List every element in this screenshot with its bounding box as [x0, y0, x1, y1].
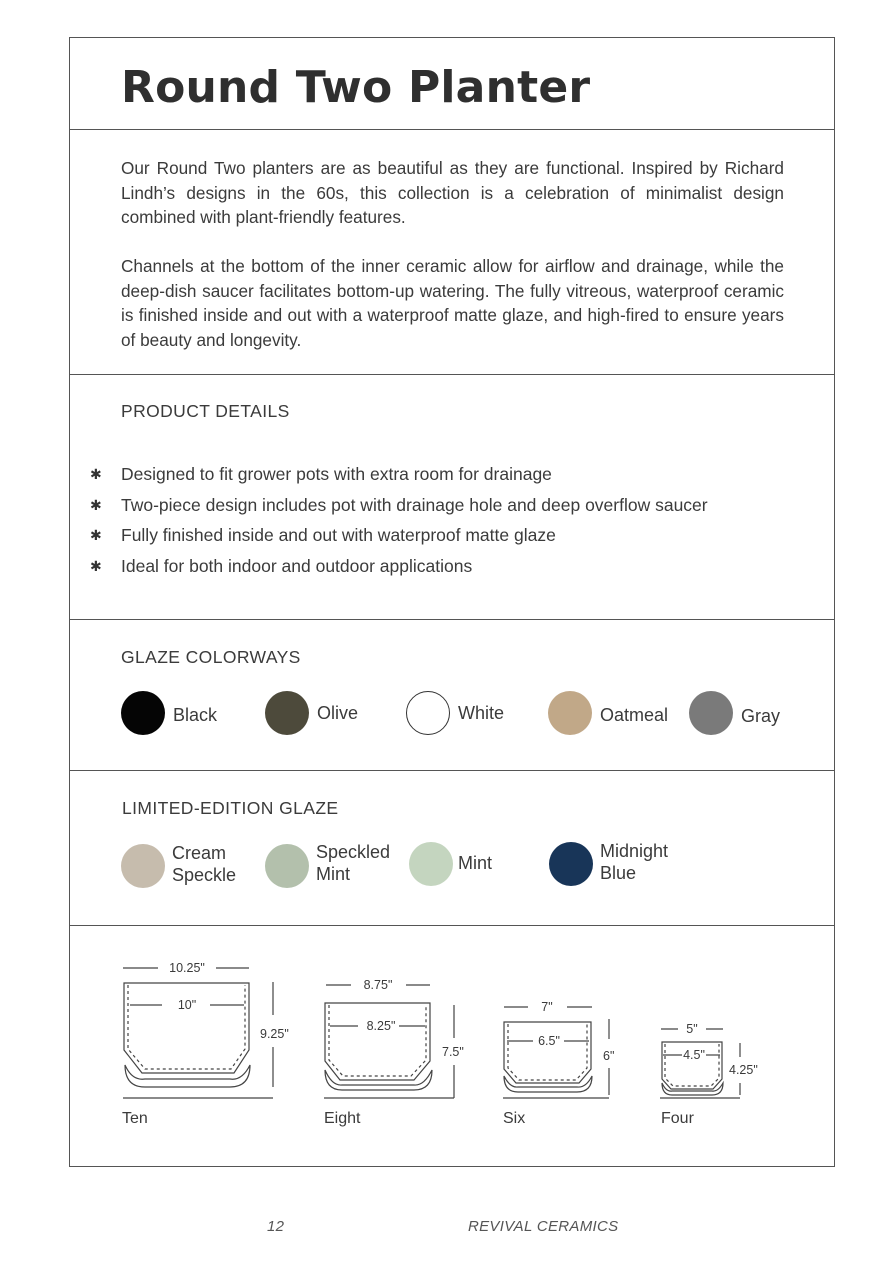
size-diagrams	[70, 925, 834, 1125]
divider	[70, 129, 834, 130]
dim-ten-inner: 10"	[177, 998, 197, 1012]
planter-four-drawing	[660, 1029, 740, 1098]
swatch-label-gray: Gray	[741, 706, 781, 726]
footer-brand: REVIVAL CERAMICS	[468, 1218, 619, 1235]
page-number: 12	[267, 1218, 285, 1235]
dim-four-outer: 5"	[686, 1022, 698, 1036]
asterisk-bullet-icon: ✱	[90, 466, 102, 482]
swatch-label-white: White	[458, 703, 505, 723]
dim-six-height: 6"	[603, 1049, 615, 1063]
swatch-speckled-mint	[265, 844, 309, 888]
swatch-label-cream-speckle: Cream Speckle	[172, 843, 237, 885]
asterisk-bullet-icon: ✱	[90, 527, 102, 543]
intro-paragraph-2: Channels at the bottom of the inner ceramic allow for airflow and drainage, while the deep-dish saucer facilitates bottom-up watering. The fully vitreous, waterproof ceramic is finished inside and out with a waterproof matte glaze, and high-fired to ensure years of beauty and longevity.	[121, 256, 784, 350]
planter-ten-drawing	[123, 968, 273, 1098]
swatch-mint	[409, 842, 453, 886]
planter-eight-drawing	[324, 985, 454, 1098]
swatch-gray	[689, 691, 733, 735]
swatch-label-olive: Olive	[317, 703, 359, 723]
size-label-eight: Eight	[324, 1110, 361, 1127]
swatch-white	[406, 691, 450, 735]
dim-ten-height: 9.25"	[260, 1027, 289, 1041]
intro-paragraph-1: Our Round Two planters are as beautiful as they are functional. Inspired by Richard Lindh’s designs in the 60s, this collection is a celebration of minimalist design combined with plant-friendly features.	[121, 158, 784, 227]
swatch-label-black: Black	[173, 705, 218, 725]
dim-eight-outer: 8.75"	[363, 978, 393, 992]
asterisk-bullet-icon: ✱	[90, 557, 102, 574]
swatch-label-speckled-mint: Speckled Mint	[316, 842, 391, 884]
swatch-cream-speckle	[121, 844, 165, 888]
product-details-section: PRODUCT DETAILS ✱ Designed to fit grower pots with extra room for drainage ✱ Two-piece design includes pot with drainage hole and deep overflow saucer ✱ Fully finished inside and out with waterproof matte glaze ✱ Ideal for both indoor and outdoor applications	[90, 401, 708, 576]
sizes-section	[70, 925, 834, 1168]
swatch-black	[121, 691, 165, 735]
size-label-ten: Ten	[122, 1110, 148, 1127]
limited-edition-heading: LIMITED-EDITION GLAZE	[122, 798, 339, 818]
asterisk-bullet-icon: ✱	[90, 496, 102, 513]
size-label-six: Six	[503, 1110, 526, 1127]
swatch-label-mint: Mint	[458, 853, 493, 873]
swatch-oatmeal	[548, 691, 592, 735]
dim-four-height: 4.25"	[729, 1063, 758, 1077]
swatch-olive	[265, 691, 309, 735]
swatch-label-oatmeal: Oatmeal	[600, 705, 669, 725]
planter-six-drawing	[503, 1007, 609, 1098]
dim-eight-height: 7.5"	[442, 1045, 464, 1059]
size-label-four: Four	[661, 1110, 694, 1127]
dim-eight-inner: 8.25"	[366, 1019, 396, 1033]
swatch-midnight-blue	[549, 842, 593, 886]
spec-sheet-frame	[69, 37, 835, 1167]
page-title: Round Two Planter	[121, 62, 591, 113]
dim-six-inner: 6.5"	[538, 1034, 560, 1048]
glaze-colorways-section	[70, 619, 834, 770]
glaze-colorways-heading: GLAZE COLORWAYS	[121, 647, 301, 667]
dim-six-outer: 7"	[541, 1000, 553, 1014]
swatch-label-midnight-blue: Midnight Blue	[600, 841, 669, 883]
dim-four-inner: 4.5"	[683, 1048, 705, 1062]
product-details-heading: PRODUCT DETAILS	[121, 401, 290, 421]
limited-edition-section	[70, 770, 834, 925]
dim-ten-outer: 10.25"	[169, 961, 205, 975]
